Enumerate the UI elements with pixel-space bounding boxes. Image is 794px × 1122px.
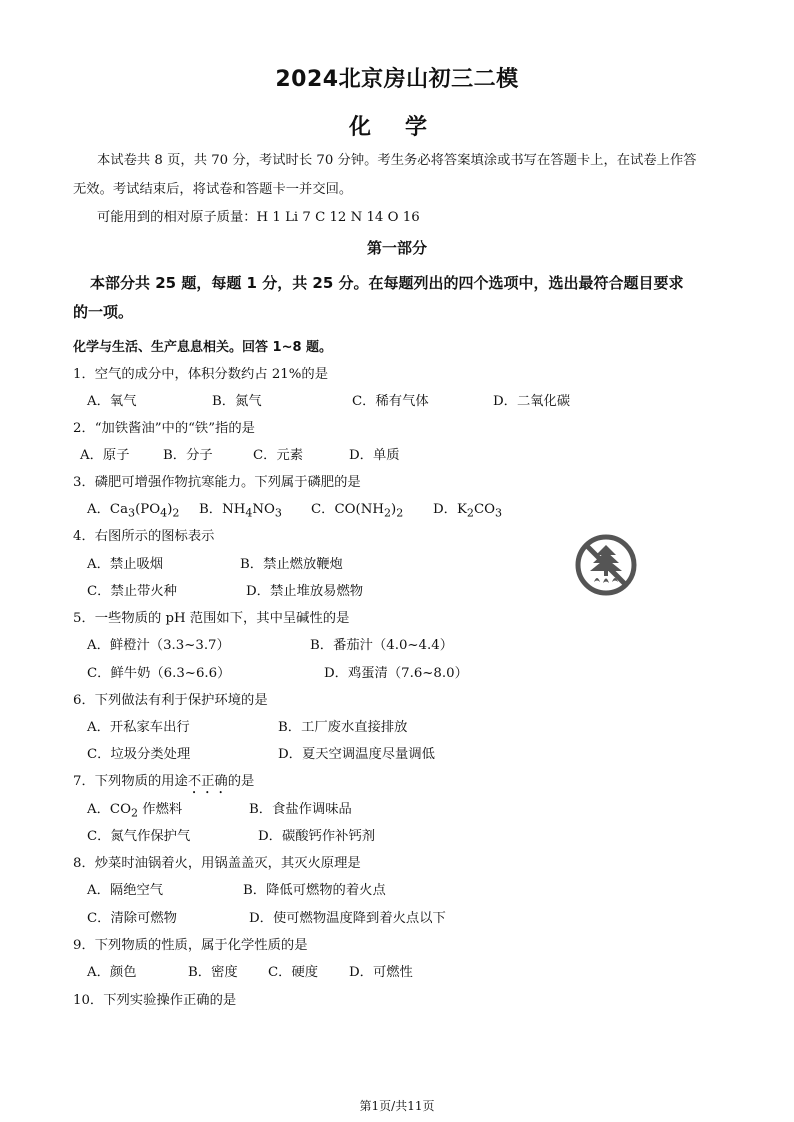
page-title: 2024北京房山初三二模 [275, 67, 519, 92]
q6-stem: 6．下列做法有利于保护环境的是 [73, 693, 268, 708]
q2-option-c: C．元素 [253, 448, 304, 463]
q3-a-text: A．Ca [87, 502, 129, 517]
q1-option-c: C．稀有气体 [352, 394, 429, 409]
q4-option-a: A．禁止吸烟 [87, 557, 164, 572]
no-flammable-storage-icon [574, 533, 638, 597]
q6-option-c: C．垃圾分类处理 [87, 747, 191, 762]
q7-stem [73, 770, 254, 797]
q1-option-b: B．氮气 [212, 394, 262, 409]
q7-stem-post: 的是 [227, 774, 255, 789]
q5-option-b: B．番茄汁（4.0~4.4） [310, 638, 453, 653]
q1-option-a: A．氧气 [87, 394, 137, 409]
q3-a-mid: (PO [135, 502, 161, 517]
q4-option-b: B．禁止燃放鞭炮 [240, 557, 343, 572]
q8-option-a: A．隔绝空气 [87, 883, 164, 898]
q4-option-d: D．禁止堆放易燃物 [246, 584, 364, 599]
q7-option-b: B．食盐作调味品 [249, 802, 352, 817]
q3-b-sub1: 4 [245, 506, 253, 520]
q7-stem-pre: 7．下列物质的用途 [73, 774, 188, 789]
q9-option-d: D．可燃性 [349, 965, 413, 980]
q3-a-sub3: 2 [172, 506, 180, 520]
q9-option-c: C．硬度 [268, 965, 319, 980]
intro-line-2: 无效。考试结束后，将试卷和答题卡一并交回。 [73, 182, 353, 197]
page-number: 第1页/共11页 [359, 1099, 435, 1113]
section-intro: 化学与生活、生产息息相关。回答 1~8 题。 [73, 340, 333, 355]
q3-a-sub1: 3 [128, 506, 136, 520]
q3-d-sub1: 2 [466, 506, 474, 520]
q8-option-b: B．降低可燃物的着火点 [243, 883, 386, 898]
q8-stem: 8．炒菜时油锅着火，用锅盖盖灭，其灭火原理是 [73, 856, 361, 871]
q3-d-text: D．K [433, 502, 467, 517]
q9-stem: 9．下列物质的性质，属于化学性质的是 [73, 938, 308, 953]
q6-option-a: A．开私家车出行 [87, 720, 190, 735]
intro-line-1: 本试卷共 8 页，共 70 分，考试时长 70 分钟。考生务必将答案填涂或书写在答题卡上，在试卷上作答 [97, 153, 697, 168]
part-instruction-line-1: 本部分共 25 题，每题 1 分，共 25 分。在每题列出的四个选项中，选出最符合题目要求 [90, 274, 684, 292]
q7-a-text: A．CO [87, 802, 131, 817]
q10-stem: 10．下列实验操作正确的是 [73, 993, 237, 1008]
q7-a-post: 作燃料 [138, 802, 183, 817]
q1-option-d: D．二氧化碳 [493, 394, 571, 409]
q3-c-sub2: 2 [396, 506, 404, 520]
q3-option-b [199, 498, 282, 520]
q5-option-a: A．鲜橙汁（3.3~3.7） [87, 638, 230, 653]
q5-option-c: C．鲜牛奶（6.3~6.6） [87, 666, 231, 681]
q7-a-sub: 2 [130, 806, 139, 820]
q8-option-c: C．清除可燃物 [87, 911, 177, 926]
q3-a-sub2: 4 [160, 506, 168, 520]
part-title: 第一部分 [366, 239, 427, 257]
q5-option-d: D．鸡蛋清（7.6~8.0） [324, 666, 468, 681]
q2-option-b: B．分子 [163, 448, 213, 463]
q3-option-d [433, 498, 502, 520]
part-instruction-line-2: 的一项。 [73, 303, 134, 321]
q3-c-text: C．CO(NH [311, 502, 384, 517]
q3-option-c [311, 498, 403, 520]
q6-option-b: B．工厂废水直接排放 [278, 720, 408, 735]
q2-option-a: A．原子 [80, 448, 130, 463]
q3-c-mid: ) [391, 502, 397, 517]
q4-stem: 4．右图所示的图标表示 [73, 529, 215, 544]
q5-stem: 5．一些物质的 pH 范围如下，其中呈碱性的是 [73, 611, 350, 626]
q3-option-a [87, 498, 179, 520]
q3-b-sub2: 3 [274, 506, 282, 520]
q4-option-c: C．禁止带火种 [87, 584, 177, 599]
q7-option-c: C．氮气作保护气 [87, 829, 191, 844]
q3-c-sub1: 2 [383, 506, 392, 520]
q9-option-a: A．颜色 [87, 965, 137, 980]
q7-option-a [87, 798, 182, 820]
q2-option-d: D．单质 [349, 448, 400, 463]
q3-d-sub2: 3 [495, 506, 503, 520]
q7-stem-emphasis: 不正确 [187, 774, 228, 789]
q9-option-b: B．密度 [188, 965, 238, 980]
q2-stem: 2．“加铁酱油”中的“铁”指的是 [73, 421, 255, 436]
q3-b-mid: NO [252, 502, 275, 517]
q8-option-d: D．使可燃物温度降到着火点以下 [249, 911, 446, 926]
q1-stem: 1．空气的成分中，体积分数约占 21%的是 [73, 367, 328, 382]
q3-stem: 3．磷肥可增强作物抗寒能力。下列属于磷肥的是 [73, 475, 361, 490]
q3-d-mid: CO [473, 502, 496, 517]
no-flammable-storage-icon-svg [574, 533, 638, 597]
subject-title: 化学 [349, 115, 462, 140]
q6-option-d: D．夏天空调温度尽量调低 [278, 747, 435, 762]
q7-option-d: D．碳酸钙作补钙剂 [258, 829, 376, 844]
q3-b-text: B．NH [199, 502, 246, 517]
atomic-masses: 可能用到的相对原子质量：H 1 Li 7 C 12 N 14 O 16 [97, 210, 420, 225]
q3-a-mid2: ) [167, 502, 173, 517]
